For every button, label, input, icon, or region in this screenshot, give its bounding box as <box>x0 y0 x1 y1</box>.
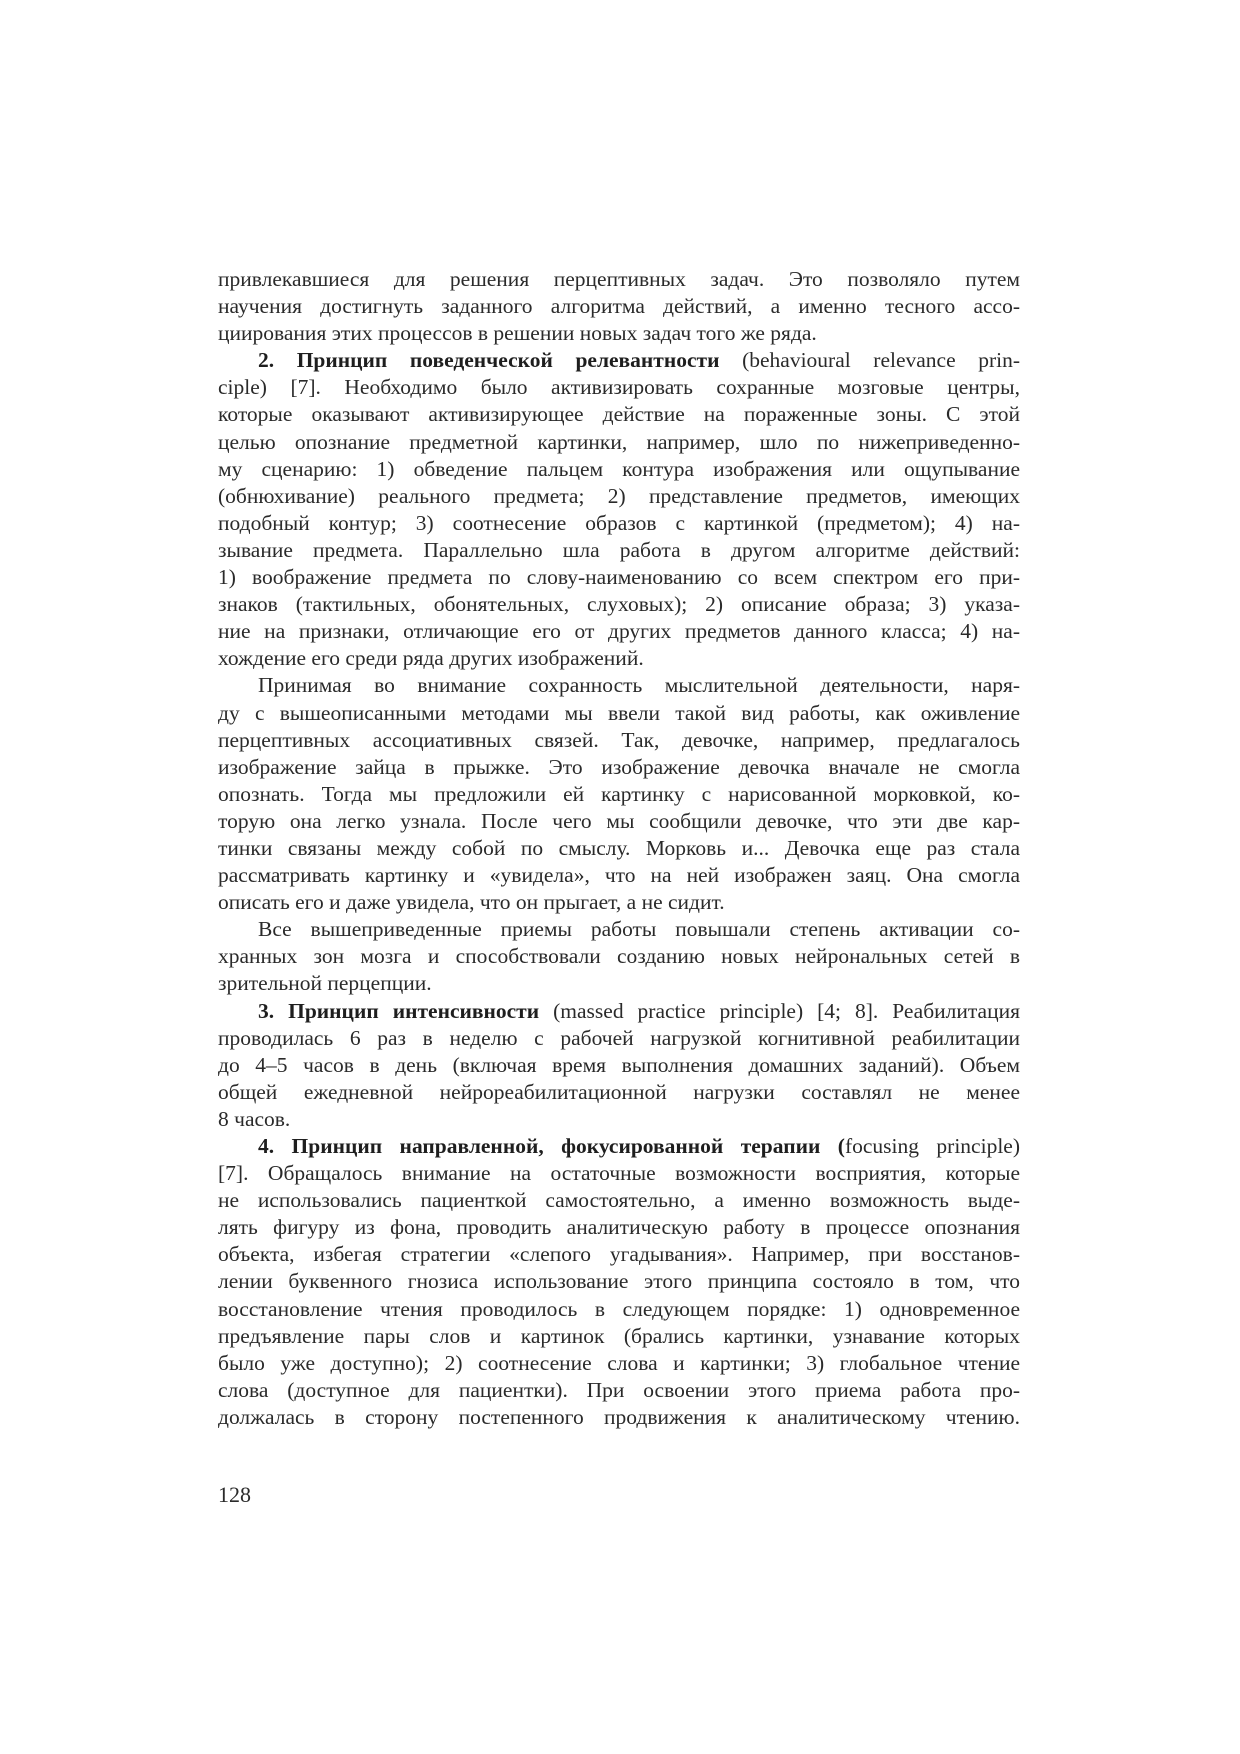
line-text: хранных зон мозга и способствовали созданию новых нейрональных сетей в <box>218 944 1020 969</box>
text-line <box>218 1350 1020 1377</box>
line-text: опознать. Тогда мы предложили ей картинку с нарисованной морковкой, ко- <box>218 781 1020 806</box>
line-text: Принимая во внимание сохранность мыслительной деятельности, наря- <box>258 673 1020 698</box>
line-text: было уже доступно); 2) соотнесение слова и картинки; 3) глобальное чтение <box>218 1350 1020 1375</box>
line-text: Все вышеприведенные приемы работы повышали степень активации со- <box>258 917 1020 942</box>
text-line <box>218 1106 1020 1133</box>
line-text: научения достигнуть заданного алгоритма действий, а именно тесного ассо- <box>218 294 1020 319</box>
body-text <box>218 266 1020 1431</box>
line-text: до 4–5 часов в день (включая время выполнения домашних заданий). Объем <box>218 1052 1020 1077</box>
line-text: 1) воображение предмета по слову-наименованию со всем спектром его при- <box>218 565 1020 590</box>
text-line <box>218 970 1020 997</box>
text-line <box>218 916 1020 943</box>
text-line <box>218 1323 1020 1350</box>
line-text: общей ежедневной нейрореабилитационной нагрузки составлял не менее <box>218 1079 1020 1104</box>
line-text: предъявление пары слов и картинок (брались картинки, узнавание которых <box>218 1323 1020 1348</box>
text-line <box>218 727 1020 754</box>
text-line <box>218 781 1020 808</box>
text-line <box>218 1160 1020 1187</box>
text-line <box>218 754 1020 781</box>
text-line <box>218 456 1020 483</box>
text-line <box>218 672 1020 699</box>
text-line <box>218 1268 1020 1295</box>
section-heading: 2. Принцип поведенческой релевантности <box>258 348 720 373</box>
line-text: торую она легко узнала. После чего мы сообщили девочке, что эти две кар- <box>218 808 1020 833</box>
line-text: должалась в сторону постепенного продвижения к аналитическому чтению. <box>218 1404 1020 1429</box>
text-line <box>218 347 1020 374</box>
text-line <box>218 645 1020 672</box>
line-text: лении буквенного гнозиса использование этого принципа состояло в том, что <box>218 1269 1020 1294</box>
text-line <box>218 374 1020 401</box>
text-line <box>218 1052 1020 1079</box>
line-text: [7]. Обращалось внимание на остаточные возможности восприятия, которые <box>218 1161 1020 1186</box>
section-heading: 3. Принцип интенсивности <box>258 998 540 1023</box>
line-text: целью опознание предметной картинки, например, шло по нижеприведенно- <box>218 429 1020 454</box>
text-line <box>218 1214 1020 1241</box>
line-text: не использовались пациенткой самостоятельно, а именно возможность выде- <box>218 1188 1020 1213</box>
line-text: изображение зайца в прыжке. Это изображение девочка вначале не смогла <box>218 754 1020 779</box>
line-text: (massed practice principle) [4; 8]. Реабилитация <box>539 998 1021 1023</box>
text-line <box>218 266 1020 293</box>
line-text: циирования этих процессов в решении новых задач того же ряда. <box>218 321 817 346</box>
text-line <box>218 483 1020 510</box>
line-text: хождение его среди ряда других изображений. <box>218 646 644 671</box>
line-text: зрительной перцепции. <box>218 971 432 996</box>
text-line <box>218 1025 1020 1052</box>
line-text: ние на признаки, отличающие его от других предметов данного класса; 4) на- <box>218 619 1020 644</box>
text-line <box>218 564 1020 591</box>
line-text: (behavioural relevance prin- <box>719 348 1020 373</box>
line-text: знаков (тактильных, обонятельных, слуховых); 2) описание образа; 3) указа- <box>218 592 1020 617</box>
line-text: подобный контур; 3) соотнесение образов с картинкой (предметом); 4) на- <box>218 510 1020 535</box>
text-line <box>218 591 1020 618</box>
text-line <box>218 943 1020 970</box>
line-text: ciple) [7]. Необходимо было активизировать сохранные мозговые центры, <box>218 375 1020 400</box>
line-text: объекта, избегая стратегии «слепого угадывания». Например, при восстанов- <box>218 1242 1020 1267</box>
line-text: му сценарию: 1) обведение пальцем контура изображения или ощупывание <box>218 456 1020 481</box>
text-line <box>218 889 1020 916</box>
text-line <box>218 1241 1020 1268</box>
text-line <box>218 835 1020 862</box>
text-line <box>218 1377 1020 1404</box>
text-line <box>218 998 1020 1025</box>
page-number: 128 <box>218 1482 251 1507</box>
text-line <box>218 1404 1020 1431</box>
text-line <box>218 700 1020 727</box>
line-text: зывание предмета. Параллельно шла работа в другом алгоритме действий: <box>218 537 1020 562</box>
line-text: привлекавшиеся для решения перцептивных задач. Это позволяло путем <box>218 267 1020 291</box>
text-line <box>218 510 1020 537</box>
text-line <box>218 401 1020 428</box>
section-heading: 4. Принцип направленной, фокусированной терапии ( <box>258 1134 845 1158</box>
line-text: которые оказывают активизирующее действие на пораженные зоны. С этой <box>218 402 1020 427</box>
line-text: тинки связаны между собой по смыслу. Морковь и... Девочка еще раз стала <box>218 835 1020 860</box>
line-text: 8 часов. <box>218 1106 291 1131</box>
text-line <box>218 808 1020 835</box>
line-text: (обнюхивание) реального предмета; 2) представление предметов, имеющих <box>218 483 1020 508</box>
text-line <box>218 293 1020 320</box>
text-line <box>218 429 1020 456</box>
line-text: рассматривать картинку и «увидела», что на ней изображен заяц. Она смогла <box>218 863 1020 888</box>
line-text: ду с вышеописанными методами мы ввели такой вид работы, как оживление <box>218 700 1020 725</box>
text-line <box>218 862 1020 889</box>
text-line <box>218 537 1020 564</box>
line-text: слова (доступное для пациентки). При освоении этого приема работа про- <box>218 1377 1020 1402</box>
text-line <box>218 618 1020 645</box>
text-line <box>218 320 1020 347</box>
text-line <box>218 1079 1020 1106</box>
text-line <box>218 1296 1020 1323</box>
line-text: focusing principle) <box>844 1134 1020 1158</box>
line-text: перцептивных ассоциативных связей. Так, девочке, например, предлагалось <box>218 727 1020 752</box>
line-text: описать его и даже увидела, что он прыгает, а не сидит. <box>218 890 725 915</box>
line-text: лять фигуру из фона, проводить аналитическую работу в процессе опознания <box>218 1215 1020 1240</box>
line-text: проводилась 6 раз в неделю с рабочей нагрузкой когнитивной реабилитации <box>218 1025 1020 1050</box>
line-text: восстановление чтения проводилось в следующем порядке: 1) одновременное <box>218 1296 1020 1321</box>
text-line <box>218 1133 1020 1160</box>
text-line <box>218 1187 1020 1214</box>
